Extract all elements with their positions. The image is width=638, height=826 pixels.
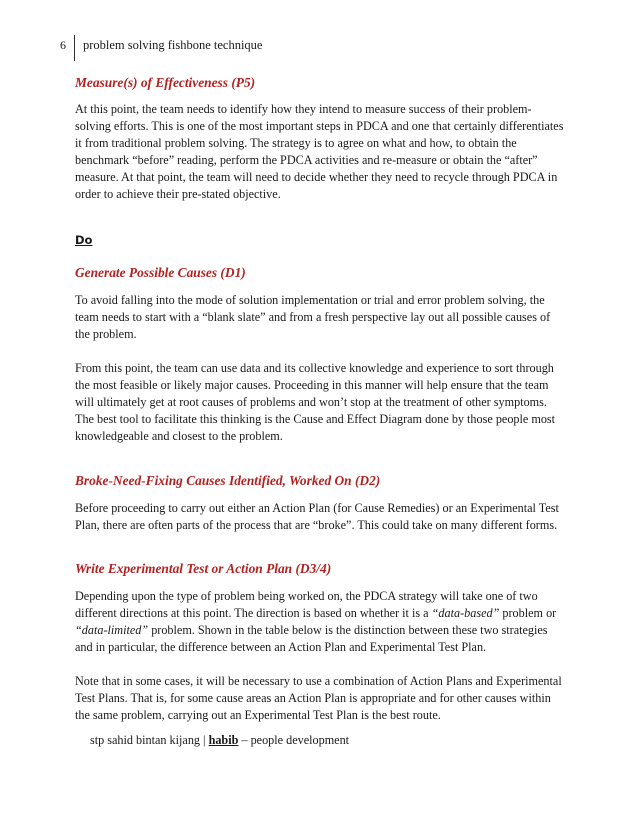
page-footer — [90, 732, 350, 749]
heading-d1: Generate Possible Causes (D1) — [75, 265, 246, 280]
paragraph-d1-2: From this point, the team can use data and its collective knowledge and experience to sort through the most feasible or likely major causes. Proceeding in this manner will help ensure that the team will ultimately get at root causes of problems and won’t stop at the treatment of other symptoms. The best tool to facilitate this thinking is the Cause and Effect Diagram done by those people most knowledgeable and closest to the problem. — [75, 361, 556, 443]
paragraph-d34-1 — [75, 588, 565, 656]
footer-suffix: – people development — [238, 733, 350, 747]
heading-d2: Broke-Need-Fixing Causes Identified, Worked On (D2) — [75, 473, 381, 488]
page-number: 6 — [60, 38, 66, 52]
page-header — [60, 35, 262, 61]
term-data-based: “data-based” — [431, 606, 500, 620]
paragraph-d2: Before proceeding to carry out either an Action Plan (for Cause Remedies) or an Experimental Test Plan, there are often parts of the process that are “broke”. This could take on many different forms. — [75, 501, 559, 532]
do-label: Do — [75, 233, 93, 247]
paragraph-d1-1: To avoid falling into the mode of solution implementation or trial and error problem solving, the team needs to start with a “blank slate” and from a fresh perspective lay out all possible causes of the problem. — [75, 293, 551, 341]
heading-d34: Write Experimental Test or Action Plan (D3/4) — [75, 561, 332, 576]
page-content — [75, 74, 565, 724]
header-title: problem solving fishbone technique — [83, 38, 263, 52]
paragraph-d34-1-part-b: problem or — [499, 606, 557, 620]
term-data-limited: “data-limited” — [75, 623, 149, 637]
paragraph-p5: At this point, the team needs to identify how they intend to measure success of their problem-solving efforts. This is one of the most important steps in PDCA and one that certainly differentiates it from traditional problem solving. The strategy is to agree on what and how, to obtain the benchmark “before” reading, perform the PDCA activities and re-measure or obtain the “after” measure. At that point, the team will need to decide whether they need to recycle through PDCA in order to achieve their pre-stated objective. — [75, 102, 564, 201]
footer-prefix: stp sahid bintan kijang | — [90, 733, 209, 747]
header-divider — [74, 35, 75, 61]
footer-author: habib — [208, 733, 239, 747]
paragraph-d34-2: Note that in some cases, it will be necessary to use a combination of Action Plans and Experimental Test Plans. That is, for some cause areas an Action Plan is appropriate and for other causes within the same problem, carrying out an Experimental Test Plan is the best route. — [75, 674, 562, 722]
paragraph-d34-1-part-c: problem. Shown in the table below is the distinction between these two strategies and in particular, the difference between an Action Plan and Experimental Test Plan. — [75, 623, 548, 654]
heading-p5: Measure(s) of Effectiveness (P5) — [75, 75, 256, 90]
paragraph-d34-1-part-a: Depending upon the type of problem being worked on, the PDCA strategy will take one of two different directions at this point. The direction is based on whether it is a — [75, 589, 538, 620]
